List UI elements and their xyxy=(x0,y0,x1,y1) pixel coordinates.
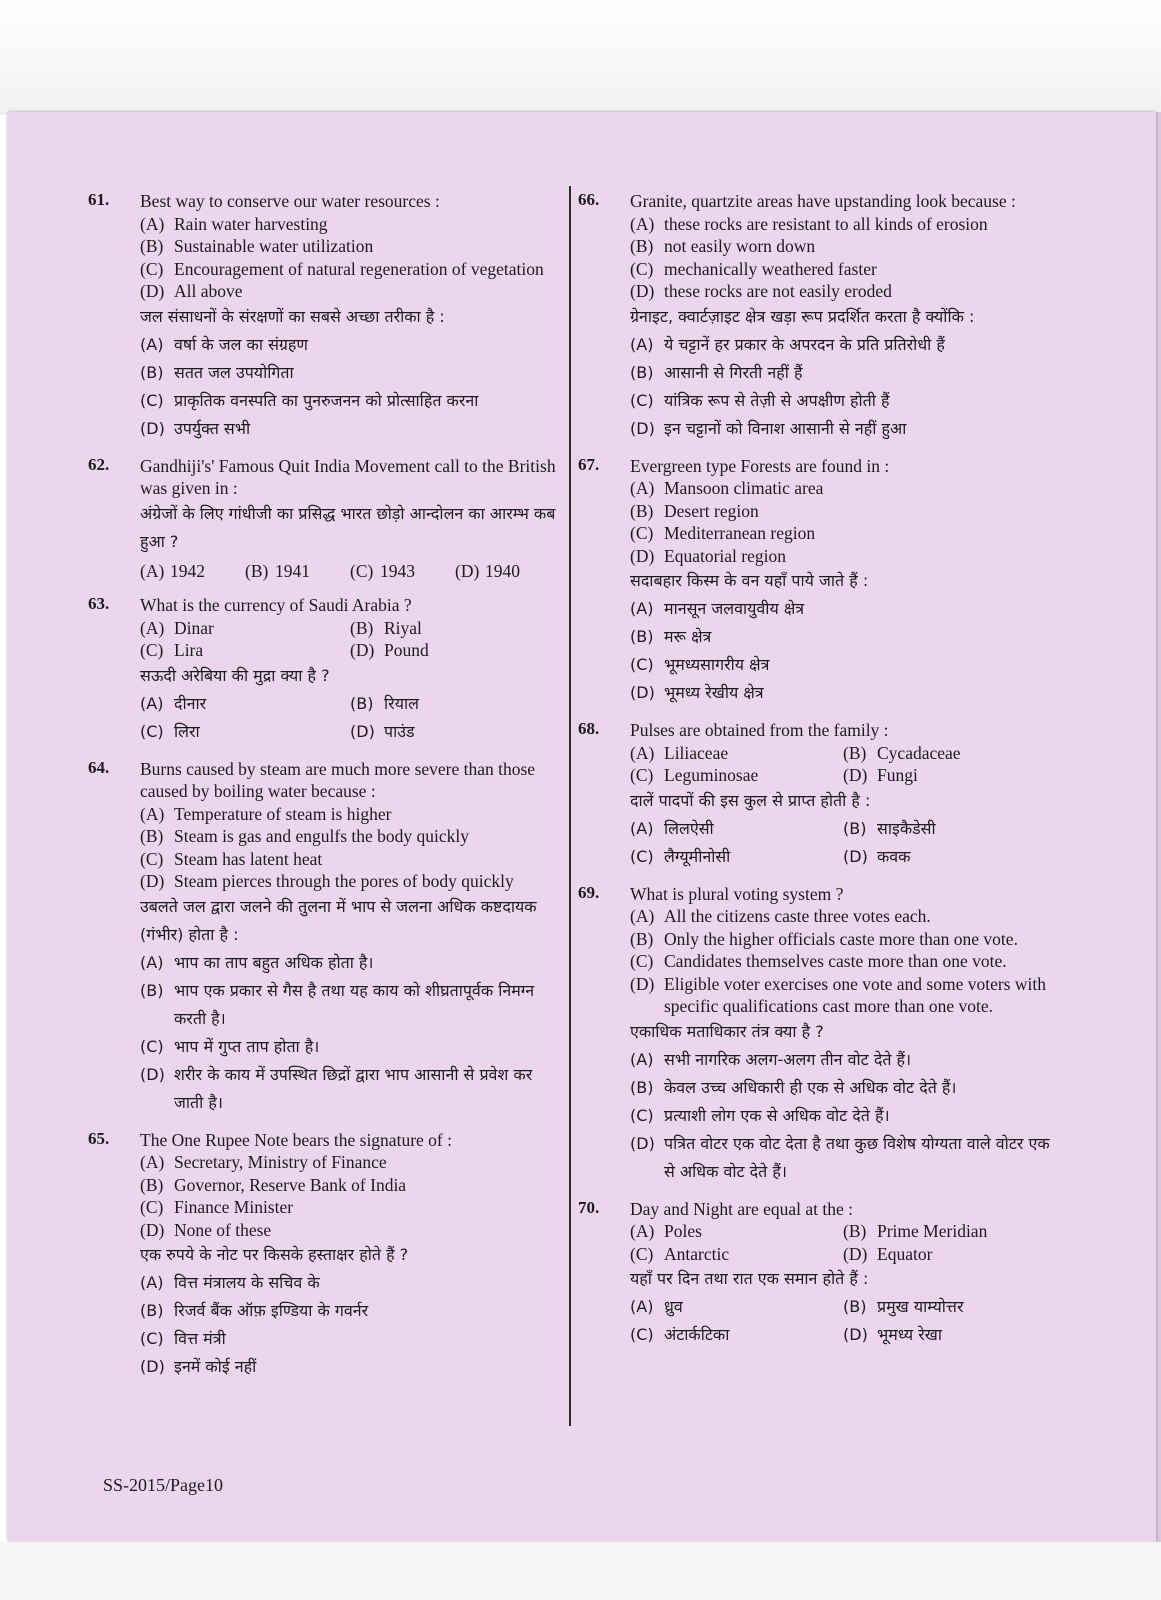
option: (B) Riyal xyxy=(350,617,422,638)
options-en xyxy=(140,617,560,662)
column-divider xyxy=(569,186,571,1426)
option: (D) शरीर के काय में उपस्थित छिद्रों द्वारा भाप आसानी से प्रवेश कर जाती है। xyxy=(140,1064,533,1112)
option: (B) रियाल xyxy=(350,693,419,713)
question-64 xyxy=(88,758,560,1117)
option: (A) Rain water harvesting xyxy=(140,213,328,234)
question-61 xyxy=(88,190,560,443)
question-number: 61. xyxy=(88,190,110,209)
options-hi xyxy=(630,1046,1056,1186)
option: (B) Steam is gas and engulfs the body quickly xyxy=(140,826,470,846)
options-en xyxy=(630,213,1056,303)
option: (B) Only the higher officials caste more than one vote. xyxy=(630,928,1018,949)
option: (C) Steam has latent heat xyxy=(140,848,323,869)
option: (C) भूमध्यसागरीय क्षेत्र xyxy=(630,655,770,674)
option: (B) केवल उच्च अधिकारी ही एक से अधिक वोट देते हैं। xyxy=(630,1077,957,1097)
options-hi xyxy=(630,595,1056,707)
option: (B) सतत जल उपयोगिता xyxy=(140,362,294,382)
options-en xyxy=(140,803,560,893)
option: (A) these rocks are resistant to all kinds of erosion xyxy=(630,213,988,234)
question-text-hi: एकाधिक मताधिकार तंत्र क्या है ? xyxy=(630,1021,824,1041)
option: (D) Equator xyxy=(843,1243,933,1264)
option: (D) भूमध्य रेखा xyxy=(843,1325,942,1344)
option: (C) Mediterranean region xyxy=(630,523,816,543)
option: (D) Pound xyxy=(350,640,429,660)
question-number: 66. xyxy=(578,190,600,209)
option: (D) Steam pierces through the pores of body quickly xyxy=(140,871,514,891)
option: (A) ये चट्टानें हर प्रकार के अपरदन के प्रति प्रतिरोधी हैं xyxy=(630,334,945,354)
option: (A) दीनार xyxy=(140,693,207,713)
options xyxy=(140,560,560,583)
question-text-hi: एक रुपये के नोट पर किसके हस्ताक्षर होते हैं ? xyxy=(140,1245,409,1264)
option: (B) Desert region xyxy=(630,500,759,521)
option: (B) मरू क्षेत्र xyxy=(630,627,712,646)
option: (D) All above xyxy=(140,281,243,301)
option: (A) मानसून जलवायुवीय क्षेत्र xyxy=(630,599,805,618)
question-63 xyxy=(88,594,560,746)
right-column xyxy=(578,190,1056,1361)
question-text-en: Day and Night are equal at the : xyxy=(630,1198,854,1219)
question-number: 70. xyxy=(578,1197,600,1217)
question-text-en: What is the currency of Saudi Arabia ? xyxy=(140,595,412,615)
question-text-en: Burns caused by steam are much more severe than those caused by boiling water because : xyxy=(140,758,536,801)
option: (A) Poles xyxy=(630,1221,702,1241)
option: (C) लैग्यूमीनोसी xyxy=(630,846,731,866)
option: (A) ध्रुव xyxy=(630,1297,683,1316)
question-text-en: Evergreen type Forests are found in : xyxy=(630,455,890,476)
option: (A) वर्षा के जल का संग्रहण xyxy=(140,334,308,354)
options-en xyxy=(630,905,1056,1018)
option: (A) 1942 xyxy=(140,560,205,581)
option: (C) यांत्रिक रूप से तेज़ी से अपक्षीण होती हैं xyxy=(630,390,890,410)
options-hi xyxy=(140,331,560,443)
option: (B) Governor, Reserve Bank of India xyxy=(140,1174,407,1195)
question-number: 65. xyxy=(88,1128,110,1148)
question-text-hi: सऊदी अरेबिया की मुद्रा क्या है ? xyxy=(140,665,330,685)
option: (D) Fungi xyxy=(843,765,918,785)
option: (C) भाप में गुप्त ताप होता है। xyxy=(140,1036,320,1056)
options-hi xyxy=(630,1293,1056,1349)
option: (B) Sustainable water utilization xyxy=(140,236,374,256)
scan-background-top xyxy=(0,0,1161,115)
question-68 xyxy=(578,719,1056,871)
question-66 xyxy=(578,190,1056,443)
options-en xyxy=(630,477,1056,567)
question-text-hi: ग्रेनाइट, क्वार्टज़ाइट क्षेत्र खड़ा रूप प्रदर्शित करता है क्योंकि : xyxy=(630,306,975,326)
option: (C) Lira xyxy=(140,640,204,660)
question-number: 64. xyxy=(88,757,110,777)
option: (B) आसानी से गिरती नहीं हैं xyxy=(630,362,803,382)
question-number: 68. xyxy=(578,719,600,738)
options-hi xyxy=(630,331,1056,443)
question-text-hi: अंग्रेजों के लिए गांधीजी का प्रसिद्ध भारत छोड़ो आन्दोलन का आरम्भ कब हुआ ? xyxy=(140,503,556,551)
question-67 xyxy=(578,455,1056,708)
option: (C) अंटार्कटिका xyxy=(630,1325,730,1344)
option: (B) साइकैडेसी xyxy=(843,818,936,838)
option: (C) Antarctic xyxy=(630,1243,730,1264)
option: (C) 1943 xyxy=(350,560,415,581)
question-text-hi: जल संसाधनों के संरक्षणों का सबसे अच्छा तरीका है : xyxy=(140,306,445,326)
question-number: 63. xyxy=(88,594,110,613)
option: (C) Encouragement of natural regeneration of vegetation xyxy=(140,258,544,279)
option: (C) वित्त मंत्री xyxy=(140,1329,226,1348)
option: (A) Dinar xyxy=(140,617,214,638)
option: (C) लिरा xyxy=(140,721,200,741)
option: (A) लिलऐसी xyxy=(630,818,714,838)
question-text-hi: सदाबहार किस्म के वन यहाँ पाये जाते हैं : xyxy=(630,571,869,590)
option: (B) भाप एक प्रकार से गैस है तथा यह काय को शीघ्रतापूर्वक निमग्न करती है। xyxy=(140,980,535,1028)
option: (B) प्रमुख याम्योत्तर xyxy=(843,1297,964,1316)
option: (A) सभी नागरिक अलग-अलग तीन वोट देते हैं। xyxy=(630,1049,912,1069)
options-en xyxy=(140,1151,560,1241)
option: (D) पत्रित वोटर एक वोट देता है तथा कुछ विशेष योग्यता वाले वोटर एक से अधिक वोट देते हैं। xyxy=(630,1133,1050,1181)
option: (B) Prime Meridian xyxy=(843,1221,988,1241)
option: (D) 1940 xyxy=(455,560,520,581)
question-number: 62. xyxy=(88,454,110,474)
option: (B) रिजर्व बैंक ऑफ़ इण्डिया के गवर्नर xyxy=(140,1301,369,1320)
options-en xyxy=(630,742,1056,787)
question-text-hi: दालें पादपों की इस कुल से प्राप्त होती है : xyxy=(630,790,871,810)
option: (D) उपर्युक्त सभी xyxy=(140,418,251,438)
option: (C) प्रत्याशी लोग एक से अधिक वोट देते हैं। xyxy=(630,1105,890,1125)
left-column xyxy=(88,190,560,1393)
options-hi xyxy=(140,1269,560,1381)
question-text-en: What is plural voting system ? xyxy=(630,883,844,904)
question-text-en: Pulses are obtained from the family : xyxy=(630,720,889,740)
question-number: 67. xyxy=(578,454,600,474)
options-hi xyxy=(630,815,1056,871)
option: (A) All the citizens caste three votes each. xyxy=(630,906,931,926)
question-text-en: The One Rupee Note bears the signature of : xyxy=(140,1129,452,1150)
option: (C) प्राकृतिक वनस्पति का पुनरुजनन को प्रोत्साहित करना xyxy=(140,390,479,410)
option: (A) भाप का ताप बहुत अधिक होता है। xyxy=(140,952,374,972)
options-en xyxy=(630,1220,1056,1265)
option: (C) Candidates themselves caste more than one vote. xyxy=(630,951,1007,971)
option: (D) Eligible voter exercises one vote and some voters with specific qualifications cast more than one vote. xyxy=(630,973,1046,1016)
question-69 xyxy=(578,883,1056,1186)
question-text-en: Gandhiji's' Famous Quit India Movement call to the British was given in : xyxy=(140,455,556,498)
option: (D) इन चट्टानों को विनाश आसानी से नहीं हुआ xyxy=(630,418,907,438)
option: (B) 1941 xyxy=(245,560,310,581)
option: (B) not easily worn down xyxy=(630,236,816,256)
question-number: 69. xyxy=(578,882,600,902)
option: (A) Temperature of steam is higher xyxy=(140,803,392,824)
question-text-en: Granite, quartzite areas have upstanding look because : xyxy=(630,191,1016,211)
question-70 xyxy=(578,1198,1056,1350)
scan-background-bottom xyxy=(0,1542,1161,1600)
option: (C) mechanically weathered faster xyxy=(630,258,877,279)
option: (D) इनमें कोई नहीं xyxy=(140,1357,257,1376)
option: (A) Liliaceae xyxy=(630,742,729,763)
option: (D) Equatorial region xyxy=(630,545,786,566)
option: (C) Finance Minister xyxy=(140,1197,294,1217)
options-en xyxy=(140,213,560,303)
option: (C) Leguminosae xyxy=(630,765,759,785)
question-text-hi: उबलते जल द्वारा जलने की तुलना में भाप से जलना अधिक कष्टदायक (गंभीर) होता है : xyxy=(140,896,537,944)
options-hi xyxy=(140,690,560,746)
question-65 xyxy=(88,1129,560,1382)
option: (D) पाउंड xyxy=(350,721,415,741)
option: (A) वित्त मंत्रालय के सचिव के xyxy=(140,1273,320,1292)
option: (A) Mansoon climatic area xyxy=(630,478,824,498)
option: (D) these rocks are not easily eroded xyxy=(630,281,892,301)
question-text-en: Best way to conserve our water resources : xyxy=(140,191,440,211)
option: (D) None of these xyxy=(140,1219,272,1240)
option: (A) Secretary, Ministry of Finance xyxy=(140,1152,387,1172)
options-hi xyxy=(140,949,560,1117)
option: (B) Cycadaceae xyxy=(843,742,961,763)
page-footer: SS-2015/Page10 xyxy=(103,1475,224,1495)
question-62 xyxy=(88,455,560,583)
option: (D) कवक xyxy=(843,846,911,866)
option: (D) भूमध्य रेखीय क्षेत्र xyxy=(630,683,764,702)
question-text-hi: यहाँ पर दिन तथा रात एक समान होते हैं : xyxy=(630,1269,869,1288)
